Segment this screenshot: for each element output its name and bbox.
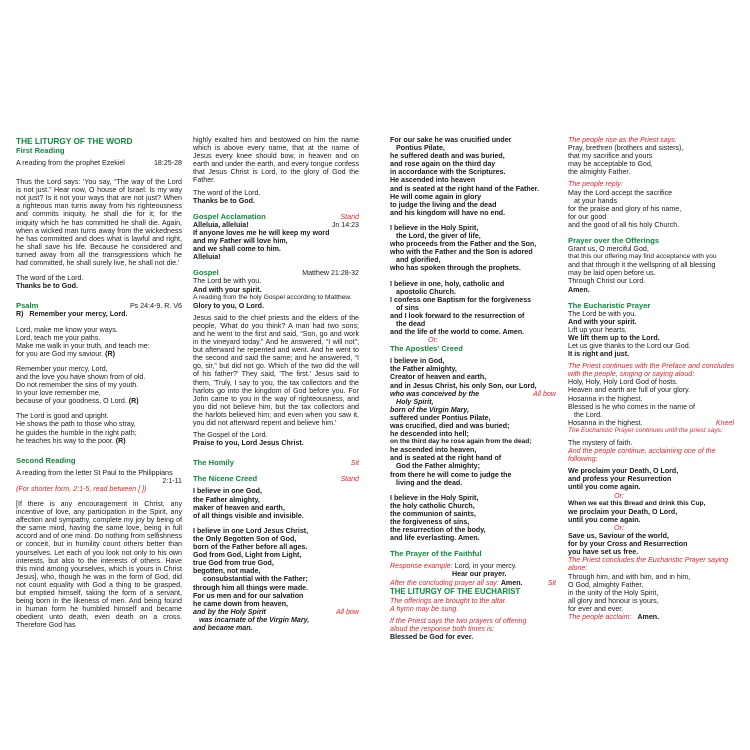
psalm-response-text: Remember your mercy, Lord. [29, 310, 128, 319]
if-priest-rubric: If the Priest says the two prayers of offering [390, 616, 527, 625]
response-example-text: Lord, in your mercy. [454, 562, 517, 571]
creed-line: he suffered death and was buried, [390, 152, 505, 161]
offerings-line: Through Christ our Lord. [568, 277, 646, 286]
apostles-creed-heading: The Apostles' Creed [390, 344, 463, 354]
creed-incarnate: was incarnate of the Virgin Mary, [199, 615, 310, 624]
creed-paragraph-2 [193, 527, 359, 608]
creed-line: the Father almighty, [193, 495, 260, 504]
creed-line: was crucified, died and was buried; [390, 422, 510, 430]
acclamation-line: Alleluia! [193, 253, 221, 262]
gospel-ref: Matthew 21:28-32 [302, 269, 359, 278]
stand-rubric: Stand [340, 475, 359, 484]
creed-line: I believe in one Lord Jesus Christ, [193, 526, 309, 535]
mystery-of-faith: The mystery of faith. [568, 439, 633, 447]
alleluia-row [193, 221, 359, 229]
sanctus-line: Hosanna in the highest. [568, 394, 643, 403]
gospel-of-the-lord: The Gospel of the Lord. [193, 431, 268, 440]
creed-line: God the Father almighty; [396, 462, 480, 471]
psalm-line: In your love remember me, [16, 389, 101, 398]
column-2 [193, 136, 359, 632]
hymn-rubric: A hymn may be sung. [390, 604, 459, 613]
sanctus-line: Blessed is he who comes in the name of [568, 402, 695, 411]
creed-line: the communion of saints, [390, 509, 476, 518]
creed-paragraph-3 [390, 136, 556, 217]
creed-paragraph-5 [390, 280, 556, 337]
creed-line: For us men and for our salvation [193, 591, 304, 600]
offerings-line: that this our offering may find acceptance with you [568, 253, 717, 261]
creed-line: who has spoken through the prophets. [390, 264, 521, 273]
creed-holy-spirit: and by the Holy Spirit [193, 607, 266, 616]
acclamation-line: Save us, Saviour of the world, [568, 532, 669, 541]
pray-line: that my sacrifice and yours [568, 152, 653, 161]
first-reading-text: Thus the Lord says: 'You say, “The way of the Lord is not just.” Hear now, O house of Israel: Is my way not just? Is it not your ways that are not just? When a righteous man turns away from his righteousness and commits iniquity, he shall die for it; for the iniquity which he has committed he shall die. Again, when a wicked man turns away from the wickedness he has committed and does what is lawful and right, he shall save his life. Because he considered and turned away from all the transgressions which he had committed, he shall surely live, he shall not die.' [16, 178, 182, 268]
creed-became-man: and became man. [193, 623, 253, 632]
acclamation-ref: Jn 14:23 [331, 220, 359, 229]
creed-line: and in Jesus Christ, his only Son, our Lord, [390, 381, 537, 390]
ep-continues-rubric: The Eucharistic Prayer continues until the priest says: [568, 426, 723, 434]
creed-line: maker of heaven and earth, [193, 503, 285, 512]
creed-line: born of the Father before all ages. [193, 543, 308, 552]
creed-line: the Lord, the giver of life, [396, 232, 481, 241]
creed-line: on the third day he rose again from the dead; [390, 438, 532, 446]
word-of-the-lord: The word of the Lord. [193, 188, 261, 197]
final-acclaim-row [568, 613, 734, 621]
creed-holy-spirit-row [193, 608, 359, 616]
if-priest-rubric: aloud the response both times is: [390, 624, 495, 633]
after-concluding-rubric: After the concluding prayer all say: [390, 578, 499, 587]
first-reading-source: A reading from the prophet Ezekiel [16, 159, 125, 167]
acclamation-line: If anyone loves me he will keep my word [193, 228, 330, 237]
sanctus-line: Heaven and earth are full of your glory. [568, 386, 691, 395]
psalm-r-marker: (R) [128, 397, 139, 406]
psalm-line: and the love you have shown from of old. [16, 372, 146, 381]
psalm-line: The Lord is good and upright. [16, 412, 109, 421]
psalm-heading: Psalm [16, 301, 39, 311]
creed-line: the forgiveness of sins, [390, 518, 470, 527]
and-with-your-spirit: And with your spirit. [568, 317, 637, 326]
creed-line: of sins [396, 303, 419, 312]
creed-line: He ascended into heaven [390, 176, 476, 185]
and-with-your-spirit: And with your spirit. [193, 285, 262, 294]
first-reading-ref: 18:25-28 [153, 159, 182, 167]
acclamation-line: and my Father will love him, [193, 237, 288, 246]
acclamation-line: When we eat this Bread and drink this Cup, [568, 499, 706, 507]
creed-line: suffered under Pontius Pilate, [390, 413, 491, 422]
response-example-row [390, 562, 556, 570]
pray-line: Pray, brethren (brothers and sisters), [568, 144, 684, 153]
second-reading-heading: Second Reading [16, 455, 76, 465]
final-amen: Amen. [637, 612, 660, 621]
word-of-the-lord: The word of the Lord. [16, 274, 84, 283]
gospel-text: Jesus said to the chief priests and the elders of the people, 'What do you think? A man had two sons; and he went to the first and said, “Son, go and work in the vineyard today.” And he answered, “I will not”; but afterward he repented and went. And he went to the second and said the same; and he answered, “I go, sir,” but did not go. Which of the two did the will of his father?' They said, 'The first.' Jesus said to them, 'Truly, I say to you, the tax collectors and the harlots go into the kingdom of God before you. For John came to you in the way of righteousness, and you did not believe him, but the tax collectors and the harlots believed him; and even when you saw it, you did not afterward repent and believe him.' [193, 313, 359, 427]
alleluia-line: Alleluia, alleluia! [193, 220, 249, 229]
psalm-line: he guides the humble in the right path; [16, 428, 137, 437]
acclamation-1 [568, 467, 734, 491]
sanctus-line: the Lord. [574, 410, 603, 419]
sit-rubric: Sit [547, 578, 556, 587]
acclamation-2 [568, 500, 734, 524]
concluding-prayer-row [390, 579, 556, 587]
psalm-response [16, 310, 182, 318]
hosanna-line: Hosanna in the highest. [568, 418, 643, 427]
or-rubric: Or: [614, 491, 624, 500]
acclamation-line: until you come again. [568, 483, 641, 492]
apostles-paragraph-2 [390, 494, 556, 543]
give-thanks: Let us give thanks to the Lord our God. [568, 341, 691, 350]
second-reading-continued: highly exalted him and bestowed on him the name which is above every name, that at the name of Jesus every knee should bow, in heaven and on earth and under the earth, and every tongue confess that Jesus Christ is Lord, to the glory of God the Father. [193, 136, 359, 185]
doxology-line: Through him, and with him, and in him, [568, 572, 691, 581]
people-rise-rubric: The people rise as the Priest says: [568, 136, 677, 144]
psalm-stanza-1 [16, 326, 182, 358]
offerings-line: Grant us, O merciful God, [568, 245, 649, 254]
psalm-line: Lord, teach me your paths. [16, 333, 101, 342]
creed-line: I believe in one God, [193, 487, 262, 496]
psalm-stanza-3 [16, 412, 182, 444]
acclamation-line: and profess your Resurrection [568, 475, 672, 484]
reply-line: May the Lord accept the sacrifice [568, 188, 673, 197]
creed-line: in accordance with the Scriptures. [390, 168, 506, 177]
psalm-ref: Ps 24:4-9. R. V6 [129, 302, 182, 311]
glory-to-you: Glory to you, O Lord. [193, 301, 264, 310]
creed-line: I believe in the Holy Spirit, [390, 223, 479, 232]
reply-line: and the good of all his holy Church. [568, 220, 680, 229]
creed-line: from there he will come to judge the [390, 470, 512, 479]
creed-line: and rose again on the third day [390, 160, 496, 169]
gospel-heading: Gospel [193, 268, 219, 278]
sit-rubric: Sit [350, 459, 359, 468]
apostles-conceived-row [390, 390, 556, 398]
amen: Amen. [500, 578, 523, 587]
or-rubric: Or: [428, 336, 438, 345]
creed-line: apostolic Church. [396, 287, 456, 296]
priest-continues-rubric: The Priest continues with the Preface and concludes with the people, singing or saying aloud: [568, 362, 734, 379]
prayer-over-offerings-heading: Prayer over the Offerings [568, 236, 660, 246]
creed-line: he descended into hell; [390, 430, 469, 439]
reply-line: at your hands [574, 196, 617, 205]
creed-line: I believe in God, [390, 357, 445, 366]
creed-line: I believe in one, holy, catholic and [390, 279, 505, 288]
column-3 [390, 136, 556, 641]
or-rubric: Or: [614, 523, 624, 532]
apostles-born: born of the Virgin Mary, [390, 405, 470, 414]
creed-line: begotten, not made, [193, 567, 261, 576]
psalm-line: He shows the path to those who stray, [16, 420, 136, 429]
column-1 [16, 136, 182, 630]
creed-line: I believe in the Holy Spirit, [390, 493, 479, 502]
kneel-rubric: Kneel [715, 418, 734, 427]
nicene-creed-heading: The Nicene Creed [193, 474, 258, 484]
creed-line: God from God, Light from Light, [193, 551, 302, 560]
offerings-rubric: The offerings are brought to the altar. [390, 596, 507, 605]
creed-line: and I look forward to the resurrection of [390, 311, 525, 320]
apostles-paragraph-1 [390, 357, 556, 389]
creed-line: I confess one Baptism for the forgiveness [390, 295, 532, 304]
creed-line: and the life of the world to come. Amen. [390, 328, 525, 337]
offerings-line: may be laid open before us. [568, 269, 656, 278]
apostles-paragraph-1b [390, 414, 556, 487]
acclamation-line: we proclaim your Death, O Lord, [568, 507, 678, 516]
creed-line: He will come again in glory [390, 192, 482, 201]
sanctus-line: Holy, Holy, Holy Lord God of hosts. [568, 378, 678, 387]
second-reading-source: A reading from the letter St Paul to the Philippians [16, 468, 173, 477]
creed-line: of all things visible and invisible. [193, 511, 304, 520]
hosanna-row [568, 419, 734, 427]
creed-line: who with the Father and the Son is adored [390, 248, 533, 257]
column-4 [568, 136, 734, 621]
acclamation-line: and we shall come to him. [193, 245, 281, 254]
people-acclaim-rubric: The people acclaim: [568, 612, 632, 621]
first-reading-heading: First Reading [16, 146, 65, 155]
doxology-line: in the unity of the Holy Spirit, [568, 588, 659, 597]
apostles-holy-spirit: Holy Spirit, [396, 397, 434, 406]
eucharistic-prayer-heading: The Eucharistic Prayer [568, 300, 651, 310]
pray-line: the almighty Father. [568, 168, 631, 177]
we-lift-them-up: We lift them up to the Lord. [568, 333, 660, 342]
gospel-acclamation-heading: Gospel Acclamation [193, 211, 266, 221]
creed-line: and his kingdom will have no end. [390, 208, 506, 217]
creed-line: to judge the living and the dead [390, 200, 497, 209]
creed-paragraph-1 [193, 487, 359, 519]
blessed-be-god: Blessed be God for ever. [390, 632, 474, 641]
creed-line: he came down from heaven, [193, 599, 289, 608]
thanks-be-to-god: Thanks be to God. [193, 196, 255, 205]
all-bow-rubric: All bow [533, 389, 556, 398]
creed-line: the holy catholic Church, [390, 501, 475, 510]
psalm-r-marker: (R) [115, 436, 126, 445]
psalm-line: for you are God my saviour. [16, 349, 104, 358]
prayer-of-the-faithful-heading: The Prayer of the Faithful [390, 549, 482, 559]
right-and-just: It is right and just. [568, 350, 630, 359]
second-reading-ref: 2:1-11 [162, 476, 182, 485]
creed-line: and is seated at the right hand of [390, 454, 502, 463]
liturgy-of-the-eucharist-title: THE LITURGY OF THE EUCHARIST [390, 586, 521, 596]
reply-line: for the praise and glory of his name, [568, 204, 682, 213]
acclamation-heading-row [193, 212, 359, 221]
doxology-line: O God, almighty Father, [568, 580, 644, 589]
creed-line: consubstantial with the Father; [203, 575, 308, 584]
creed-heading-row [193, 474, 359, 483]
creed-line: the Father almighty, [390, 365, 457, 374]
doxology-line: for ever and ever. [568, 604, 624, 613]
lord-be-with-you: The Lord be with you. [568, 309, 637, 318]
acclamation-3 [568, 532, 734, 556]
reply-line: for our good [568, 212, 607, 221]
creed-line: through him all things were made. [193, 583, 309, 592]
liturgy-of-the-word-title: THE LITURGY OF THE WORD [16, 136, 133, 146]
psalm-response-marker: R) [16, 310, 24, 319]
creed-line: who proceeds from the Father and the Son, [390, 240, 537, 249]
creed-line: Creator of heaven and earth, [390, 373, 487, 382]
psalm-line: Do not remember the sins of my youth. [16, 381, 139, 390]
psalm-r-marker: (R) [105, 349, 115, 358]
creed-line: true God from true God, [193, 559, 274, 568]
response-example-label: Response example: [390, 562, 453, 571]
psalm-line: Remember your mercy, Lord, [16, 364, 108, 373]
people-reply-rubric: The people reply: [568, 180, 623, 189]
priest-concludes-rubric: The Priest concludes the Eucharistic Prayer saying alone: [568, 556, 729, 573]
creed-line: the dead [396, 319, 426, 328]
gospel-heading-row [193, 268, 359, 277]
hear-our-prayer: Hear our prayer. [452, 570, 507, 579]
lord-be-with-you: The Lord be with you. [193, 277, 262, 286]
people-continue-rubric: And the people continue, acclaiming one of the following: [568, 447, 716, 464]
second-reading-text: [If there is any encouragement in Christ, any incentive of love, any participation in the Spirit, any affection and sympathy, complete my joy by being of the same mind, having the same love, being in full accord and of one mind. Do nothing from selfishness or conceit, but in humility count others better than yourselves. Let each of you look not only to his own interests, but also to the interests of others. Have this mind among yourselves, which is yours in Christ Jesus], who, though he was in the form of God, did not count equality with God a thing to be grasped, but emptied himself, taking the form of a servant, being born in the likeness of men. And being found in human form he humbled himself and became obedient unto death, even death on a cross. Therefore God has [16, 500, 182, 630]
creed-line: and life everlasting. Amen. [390, 534, 480, 543]
gospel-source: A reading from the holy Gospel according to Matthew. [193, 293, 352, 301]
first-reading-source-row [16, 159, 182, 167]
creed-line: he ascended into heaven, [390, 446, 477, 455]
stand-rubric: Stand [340, 212, 359, 221]
acclamation-line: you have set us free. [568, 548, 639, 557]
pray-line: may be acceptable to God, [568, 160, 653, 169]
creed-line: living and the dead. [396, 478, 463, 487]
creed-line: the resurrection of the body, [390, 526, 486, 535]
creed-line: For our sake he was crucified under [390, 136, 512, 144]
acclamation-line: We proclaim your Death, O Lord, [568, 467, 679, 476]
homily-row [193, 458, 359, 467]
psalm-line: Make me walk in your truth, and teach me: [16, 341, 150, 350]
second-reading-shorter-note: (For shorter form, 2:1-5, read between [ ]) [16, 484, 147, 493]
psalm-line: Lord, make me know your ways. [16, 325, 118, 334]
apostles-conceived: who was conceived by the [390, 389, 480, 398]
psalm-heading-row [16, 301, 182, 310]
creed-line: and is seated at the right hand of the Father. [390, 184, 539, 193]
amen: Amen. [568, 285, 590, 294]
psalm-stanza-2 [16, 365, 182, 405]
praise-to-you: Praise to you, Lord Jesus Christ. [193, 439, 304, 448]
doxology-line: all glory and honour is yours, [568, 596, 659, 605]
psalm-line: he teaches his way to the poor. [16, 436, 114, 445]
creed-line: and glorified, [396, 256, 441, 265]
lift-up-hearts: Lift up your hearts. [568, 325, 627, 334]
acclamation-line: for by your Cross and Resurrection [568, 540, 688, 549]
creed-paragraph-4 [390, 224, 556, 273]
acclamation-line: until you come again. [568, 515, 641, 524]
psalm-line: because of your goodness, O Lord. [16, 397, 127, 406]
offerings-line: and that through it the wellspring of all blessing [568, 261, 716, 270]
thanks-be-to-god: Thanks be to God. [16, 282, 78, 291]
all-bow-rubric: All bow [336, 607, 359, 616]
creed-line: Pontius Pilate, [396, 144, 445, 153]
creed-line: the Only Begotten Son of God, [193, 534, 297, 543]
homily-heading: The Homily [193, 458, 234, 468]
